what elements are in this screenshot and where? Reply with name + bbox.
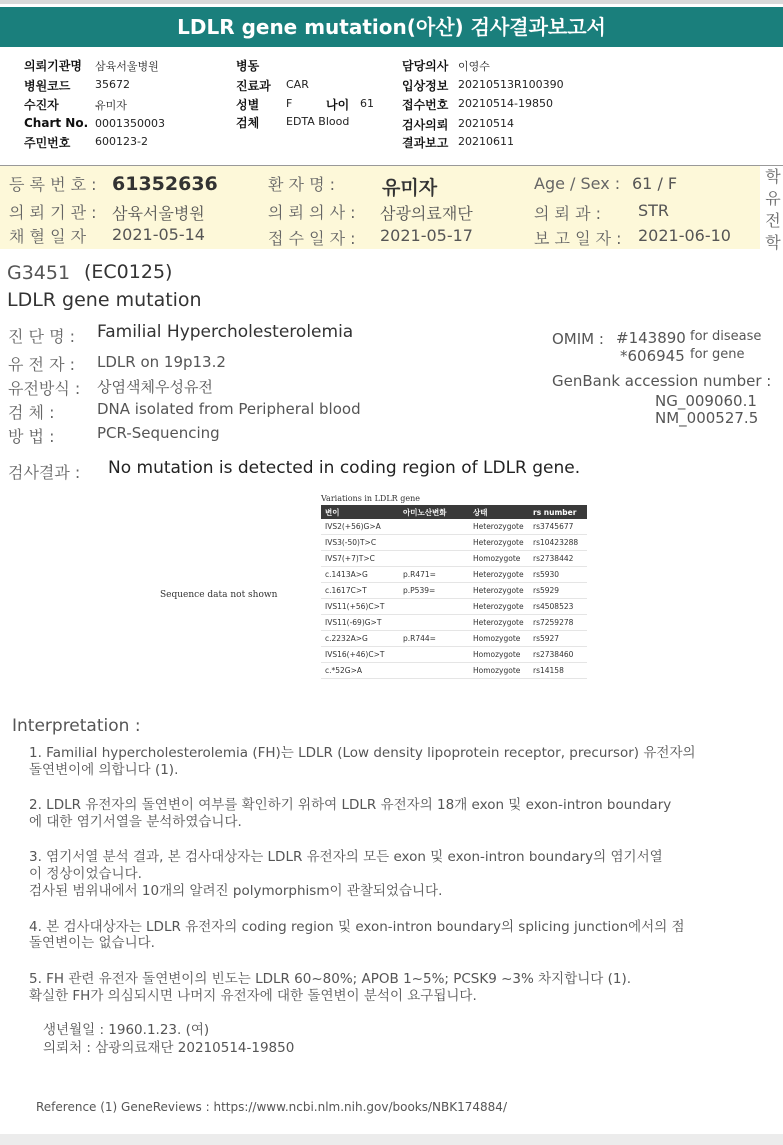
table-cell: Heterozygote	[469, 583, 529, 599]
table-cell	[399, 535, 469, 551]
table-row	[321, 567, 587, 583]
gene-label: 유 전 자 :	[8, 355, 76, 374]
header-label: Chart No.	[24, 116, 89, 130]
table-row	[321, 551, 587, 567]
header-label: 성별	[236, 98, 260, 112]
doctor-label: 의 뢰 의 사 :	[268, 203, 356, 222]
interpretation-text: 돌연변이는 없습니다.	[29, 935, 155, 951]
table-cell: c.1413A>G	[321, 567, 399, 583]
patient-name-value: 유미자	[382, 177, 438, 199]
interpretation-text: 확실한 FH가 의심되시면 나머지 유전자에 대한 돌연변이 분석이 요구됩니다.	[29, 988, 477, 1004]
header-value: CAR	[286, 78, 309, 91]
column-header: rs number	[529, 505, 587, 519]
interpretation-text: 4. 본 검사대상자는 LDLR 유전자의 coding region 및 exon-intron boundary의 splicing junction에서의 점	[29, 919, 685, 935]
receipt-date-value: 2021-05-17	[380, 226, 473, 245]
report-title: LDLR gene mutation(아산) 검사결과보고서	[0, 7, 783, 47]
age-sex-value: 61 / F	[632, 174, 678, 193]
table-row	[321, 535, 587, 551]
table-cell	[399, 599, 469, 615]
reference-text: Reference (1) GeneReviews : https://www.ncbi.nlm.nih.gov/books/NBK174884/	[36, 1100, 507, 1114]
result-label: 검사결과 :	[8, 463, 81, 482]
referrer: 의뢰처 : 삼광의료재단 20210514-19850	[43, 1040, 295, 1056]
table-cell: IVS11(+56)C>T	[321, 599, 399, 615]
table-cell: IVS3(-50)T>C	[321, 535, 399, 551]
inheritance-value: 상염색체우성유전	[97, 378, 213, 396]
institution-label: 의 뢰 기 관 :	[9, 203, 97, 222]
table-cell: Homozygote	[469, 647, 529, 663]
interpretation-text: 5. FH 관련 유전자 돌연변이의 빈도는 LDLR 60~80%; APOB 1~5%; PCSK9 ~3% 차지합니다 (1).	[29, 971, 632, 987]
header-label: 수진자	[24, 98, 59, 112]
variations-body	[321, 519, 587, 679]
receipt-date-label: 접 수 일 자 :	[268, 229, 356, 248]
table-cell: Heterozygote	[469, 535, 529, 551]
header-value: EDTA Blood	[286, 115, 350, 128]
table-cell: c.*52G>A	[321, 663, 399, 679]
method-label: 방 법 :	[8, 427, 55, 446]
header-value: 삼육서울병원	[95, 60, 159, 73]
header-value: 600123-2	[95, 135, 148, 148]
header-label: 진료과	[236, 79, 271, 93]
column-header: 아미노산변화	[399, 505, 469, 519]
table-cell: IVS2(+56)G>A	[321, 519, 399, 535]
table-cell: p.P539=	[399, 583, 469, 599]
table-row	[321, 647, 587, 663]
draw-date-label: 채 혈 일 자	[9, 227, 87, 246]
interpretation-text: 3. 염기서열 분석 결과, 본 검사대상자는 LDLR 유전자의 모든 exon 및 exon-intron boundary의 염기서열	[29, 849, 663, 865]
header-age-label: 나이	[326, 98, 350, 112]
report-date-value: 2021-06-10	[638, 226, 731, 245]
footer-bar	[0, 1134, 783, 1145]
reg-number-value: 61352636	[112, 173, 218, 195]
header-label: 검사의뢰	[402, 118, 449, 132]
table-cell: Homozygote	[469, 551, 529, 567]
header-label: 담당의사	[402, 59, 449, 73]
header-label: 의뢰기관명	[24, 59, 82, 73]
table-cell: rs5929	[529, 583, 587, 599]
table-cell: IVS11(-69)G>T	[321, 615, 399, 631]
department-label: 의 뢰 과 :	[534, 204, 602, 223]
omim-disease-note: for disease	[690, 329, 762, 344]
institution-value: 삼육서울병원	[112, 204, 205, 223]
table-cell	[399, 663, 469, 679]
table-row	[321, 631, 587, 647]
table-cell: Homozygote	[469, 631, 529, 647]
department-value: STR	[638, 201, 670, 220]
header-value: 20210513R100390	[458, 78, 564, 91]
omim-label: OMIM :	[552, 330, 604, 348]
table-cell: c.2232A>G	[321, 631, 399, 647]
header-label: 주민번호	[24, 136, 71, 150]
reg-number-label: 등 록 번 호 :	[9, 175, 97, 194]
table-cell: rs2738460	[529, 647, 587, 663]
test-name: LDLR gene mutation	[7, 289, 202, 311]
variations-table	[321, 505, 587, 679]
top-edge	[0, 0, 783, 4]
specimen-label: 검 체 :	[8, 403, 55, 422]
header-value: 유미자	[95, 99, 127, 112]
interpretation-text: 검사된 범위내에서 10개의 알려진 polymorphism이 관찰되었습니다.	[29, 883, 443, 899]
table-cell: rs14158	[529, 663, 587, 679]
table-header-row	[321, 505, 587, 519]
table-cell: rs4508523	[529, 599, 587, 615]
interpretation-text: 2. LDLR 유전자의 돌연변이 여부를 확인하기 위하여 LDLR 유전자의 18개 exon 및 exon-intron boundary	[29, 797, 672, 813]
header-value: 이영수	[458, 60, 490, 73]
header-label: 입상정보	[402, 79, 449, 93]
test-code: G3451	[7, 262, 71, 284]
diagnosis-label: 진 단 명 :	[8, 327, 76, 346]
sequence-note: Sequence data not shown	[160, 590, 278, 600]
header-value: 0001350003	[95, 117, 165, 130]
table-row	[321, 583, 587, 599]
table-cell: IVS16(+46)C>T	[321, 647, 399, 663]
gene-value: LDLR on 19p13.2	[97, 353, 226, 371]
table-cell: Heterozygote	[469, 567, 529, 583]
header-value: 35672	[95, 78, 130, 91]
table-cell: rs3745677	[529, 519, 587, 535]
age-sex-label: Age / Sex :	[534, 174, 621, 193]
table-cell: rs10423288	[529, 535, 587, 551]
patient-name-label: 환 자 명 :	[268, 175, 336, 194]
specimen-value: DNA isolated from Peripheral blood	[97, 400, 361, 418]
header-label: 결과보고	[402, 136, 449, 150]
interpretation-text: 돌연변이에 의합니다 (1).	[29, 762, 179, 778]
omim-gene-note: for gene	[690, 347, 745, 362]
table-row	[321, 663, 587, 679]
table-cell: Heterozygote	[469, 519, 529, 535]
header-label: 검체	[236, 116, 260, 130]
header-label: 접수번호	[402, 98, 449, 112]
header-value: 20210611	[458, 135, 514, 148]
interpretation-text: 이 정상이었습니다.	[29, 866, 142, 882]
table-cell	[399, 615, 469, 631]
table-cell: p.R744=	[399, 631, 469, 647]
table-cell	[399, 519, 469, 535]
header-label: 병동	[236, 59, 260, 73]
genbank-accession: NM_000527.5	[655, 409, 759, 427]
table-cell: rs2738442	[529, 551, 587, 567]
test-subcode: (EC0125)	[84, 261, 173, 283]
table-cell: IVS7(+7)T>C	[321, 551, 399, 567]
interpretation-title: Interpretation :	[12, 716, 141, 736]
table-cell: Heterozygote	[469, 599, 529, 615]
table-cell: rs5927	[529, 631, 587, 647]
table-cell	[399, 551, 469, 567]
omim-disease-id: #143890	[616, 329, 686, 347]
table-cell: c.1617C>T	[321, 583, 399, 599]
result-value: No mutation is detected in coding region of LDLR gene.	[108, 458, 581, 478]
table-cell: Homozygote	[469, 663, 529, 679]
header-value: F	[286, 97, 293, 110]
genbank-label: GenBank accession number :	[552, 372, 772, 390]
table-row	[321, 519, 587, 535]
interpretation-text: 에 대한 염기서열을 분석하였습니다.	[29, 814, 242, 830]
omim-gene-id: *606945	[620, 347, 685, 365]
variations-caption: Variations in LDLR gene	[321, 494, 420, 503]
header-label: 병원코드	[24, 79, 71, 93]
table-cell: p.R471=	[399, 567, 469, 583]
method-value: PCR-Sequencing	[97, 424, 220, 442]
header-value: 20210514	[458, 117, 514, 130]
header-value: 20210514-19850	[458, 97, 553, 110]
genbank-accession: NG_009060.1	[655, 392, 757, 410]
diagnosis-value: Familial Hypercholesterolemia	[97, 322, 354, 342]
column-header: 상태	[469, 505, 529, 519]
side-dept-text: 학유전학	[765, 167, 781, 252]
interpretation-text: 1. Familial hypercholesterolemia (FH)는 LDLR (Low density lipoprotein receptor, precursor) 유전자의	[29, 745, 696, 761]
table-cell: rs7259278	[529, 615, 587, 631]
inheritance-label: 유전방식 :	[8, 379, 81, 398]
table-row	[321, 599, 587, 615]
birth-date: 생년월일 : 1960.1.23. (여)	[43, 1022, 210, 1038]
table-cell	[399, 647, 469, 663]
table-cell: Heterozygote	[469, 615, 529, 631]
table-row	[321, 615, 587, 631]
draw-date-value: 2021-05-14	[112, 225, 205, 244]
table-cell: rs5930	[529, 567, 587, 583]
header-age-value: 61	[360, 97, 374, 110]
report-date-label: 보 고 일 자 :	[534, 229, 622, 248]
column-header: 변이	[321, 505, 399, 519]
doctor-value: 삼광의료재단	[380, 204, 473, 223]
